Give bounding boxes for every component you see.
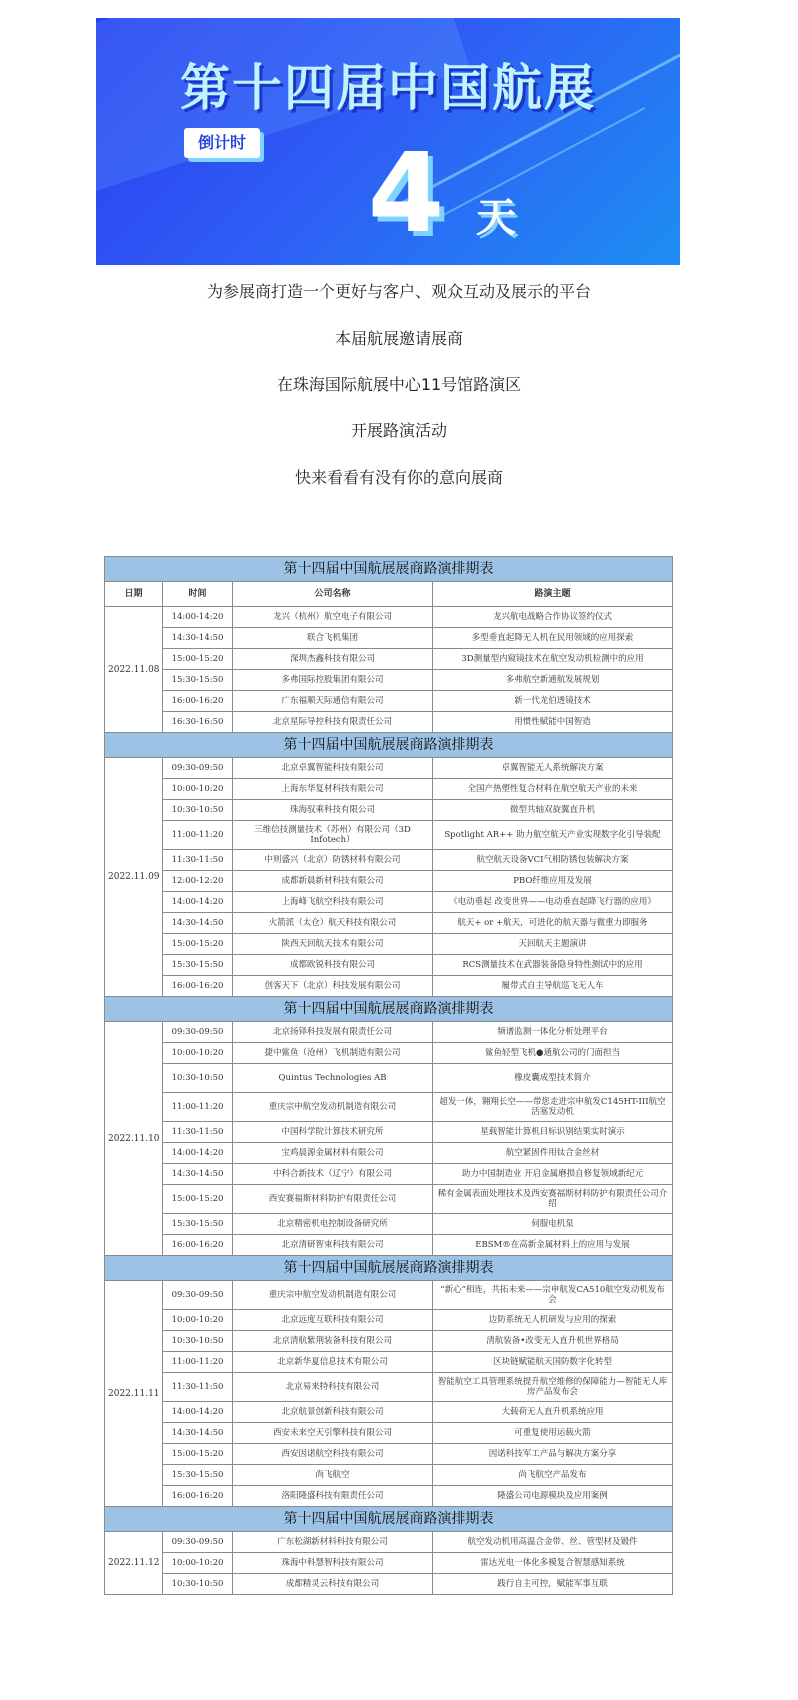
company-cell: 中国科学院计算技术研究所 bbox=[233, 1122, 433, 1143]
intro-line: 开展路演活动 bbox=[350, 421, 447, 440]
topic-cell: RCS测量技术在武器装备隐身特性测试中的应用 bbox=[433, 955, 673, 976]
topic-cell: 伺服电机泵 bbox=[433, 1214, 673, 1235]
company-cell: 三维信技测量技术（苏州）有限公司（3D Infotech） bbox=[233, 821, 433, 850]
table-title: 第十四届中国航展展商路演排期表 bbox=[105, 557, 673, 582]
time-cell: 09:30-09:50 bbox=[163, 1532, 233, 1553]
table-row bbox=[105, 892, 673, 913]
table-row bbox=[105, 871, 673, 892]
company-cell: 火箭派（太仓）航天科技有限公司 bbox=[233, 913, 433, 934]
table-row bbox=[105, 913, 673, 934]
table-title-row bbox=[105, 733, 673, 758]
company-cell: 北京清研智束科技有限公司 bbox=[233, 1235, 433, 1256]
intro-line: 为参展商打造一个更好与客户、观众互动及展示的平台 bbox=[206, 282, 591, 301]
company-cell: 北京卓翼智能科技有限公司 bbox=[233, 758, 433, 779]
date-cell: 2022.11.11 bbox=[105, 1281, 163, 1507]
table-row bbox=[105, 1465, 673, 1486]
topic-cell: 全国产热塑性复合材料在航空航天产业的未来 bbox=[433, 779, 673, 800]
company-cell: 捷中鲨鱼（沧州）飞机制造有限公司 bbox=[233, 1043, 433, 1064]
table-row bbox=[105, 1122, 673, 1143]
topic-cell: “新心”相连，共拓未来——宗申航发CA510航空发动机发布会 bbox=[433, 1281, 673, 1310]
table-row bbox=[105, 821, 673, 850]
topic-cell: 鲨鱼轻型飞机●通航公司的门面担当 bbox=[433, 1043, 673, 1064]
topic-cell: 新一代龙伯透镜技术 bbox=[433, 691, 673, 712]
topic-cell: 频谱监测一体化分析处理平台 bbox=[433, 1022, 673, 1043]
company-cell: 重庆宗申航空发动机制造有限公司 bbox=[233, 1281, 433, 1310]
topic-cell: 可重复使用运载火箭 bbox=[433, 1423, 673, 1444]
topic-cell: 践行自主可控，赋能军事互联 bbox=[433, 1574, 673, 1595]
table-row bbox=[105, 628, 673, 649]
table-row bbox=[105, 1143, 673, 1164]
company-cell: 联合飞机集团 bbox=[233, 628, 433, 649]
time-cell: 14:00-14:20 bbox=[163, 1143, 233, 1164]
topic-cell: 星载智能计算机目标识别结果实时演示 bbox=[433, 1122, 673, 1143]
time-cell: 10:00-10:20 bbox=[163, 1553, 233, 1574]
company-cell: 中则盛兴（北京）防锈材料有限公司 bbox=[233, 850, 433, 871]
company-cell: 北京扬铎科技发展有限责任公司 bbox=[233, 1022, 433, 1043]
topic-cell: 尚飞航空产品发布 bbox=[433, 1465, 673, 1486]
topic-cell: 边防系统无人机研发与应用的探索 bbox=[433, 1310, 673, 1331]
table-row bbox=[105, 670, 673, 691]
table-row bbox=[105, 1022, 673, 1043]
time-cell: 16:30-16:50 bbox=[163, 712, 233, 733]
company-cell: 北京易来特科技有限公司 bbox=[233, 1373, 433, 1402]
table-title: 第十四届中国航展展商路演排期表 bbox=[105, 1256, 673, 1281]
time-cell: 09:30-09:50 bbox=[163, 1022, 233, 1043]
column-header: 公司名称 bbox=[233, 582, 433, 607]
intro-line: 本届航展邀请展商 bbox=[334, 329, 463, 348]
date-cell: 2022.11.10 bbox=[105, 1022, 163, 1256]
table-row bbox=[105, 1574, 673, 1595]
company-cell: Quintus Technologies AB bbox=[233, 1064, 433, 1093]
company-cell: 珠海驭乘科技有限公司 bbox=[233, 800, 433, 821]
company-cell: 创客天下（北京）科技发展有限公司 bbox=[233, 976, 433, 997]
topic-cell: 雷达光电一体化多模复合智慧感知系统 bbox=[433, 1553, 673, 1574]
time-cell: 09:30-09:50 bbox=[163, 758, 233, 779]
time-cell: 10:30-10:50 bbox=[163, 1574, 233, 1595]
table-row bbox=[105, 712, 673, 733]
time-cell: 11:00-11:20 bbox=[163, 1352, 233, 1373]
table-row bbox=[105, 850, 673, 871]
company-cell: 成都精灵云科技有限公司 bbox=[233, 1574, 433, 1595]
table-row bbox=[105, 691, 673, 712]
topic-cell: 3D测量型内窥镜技术在航空发动机检测中的应用 bbox=[433, 649, 673, 670]
company-cell: 北京星际导控科技有限责任公司 bbox=[233, 712, 433, 733]
time-cell: 11:30-11:50 bbox=[163, 1122, 233, 1143]
topic-cell: 区块链赋能航天国防数字化转型 bbox=[433, 1352, 673, 1373]
time-cell: 15:00-15:20 bbox=[163, 1185, 233, 1214]
time-cell: 14:00-14:20 bbox=[163, 892, 233, 913]
countdown-banner bbox=[96, 18, 680, 265]
topic-cell: 航天+ or +航天，可进化的航天器与微重力即服务 bbox=[433, 913, 673, 934]
topic-cell: 航空发动机用高温合金带、丝、管型材及锻件 bbox=[433, 1532, 673, 1553]
time-cell: 15:30-15:50 bbox=[163, 1214, 233, 1235]
table-row bbox=[105, 955, 673, 976]
topic-cell: 航空航天设备VCI气相防锈包装解决方案 bbox=[433, 850, 673, 871]
table-row bbox=[105, 934, 673, 955]
company-cell: 上海东华复材科技有限公司 bbox=[233, 779, 433, 800]
company-cell: 西安赛福斯材料防护有限责任公司 bbox=[233, 1185, 433, 1214]
table-title-row bbox=[105, 997, 673, 1022]
topic-cell: 隆盛公司电源模块及应用案例 bbox=[433, 1486, 673, 1507]
company-cell: 尚飞航空 bbox=[233, 1465, 433, 1486]
table-row bbox=[105, 1423, 673, 1444]
topic-cell: 清航装备•改变无人直升机世界格局 bbox=[433, 1331, 673, 1352]
company-cell: 洛阳隆盛科技有限责任公司 bbox=[233, 1486, 433, 1507]
topic-cell: 龙兴航电战略合作协议签约仪式 bbox=[433, 607, 673, 628]
topic-cell: 卓翼智能无人系统解决方案 bbox=[433, 758, 673, 779]
company-cell: 上海峰飞航空科技有限公司 bbox=[233, 892, 433, 913]
time-cell: 12:00-12:20 bbox=[163, 871, 233, 892]
time-cell: 14:30-14:50 bbox=[163, 628, 233, 649]
time-cell: 14:30-14:50 bbox=[163, 913, 233, 934]
table-row bbox=[105, 779, 673, 800]
time-cell: 10:30-10:50 bbox=[163, 1331, 233, 1352]
table-title: 第十四届中国航展展商路演排期表 bbox=[105, 733, 673, 758]
company-cell: 西安因诺航空科技有限公司 bbox=[233, 1444, 433, 1465]
time-cell: 10:00-10:20 bbox=[163, 1043, 233, 1064]
time-cell: 14:00-14:20 bbox=[163, 1402, 233, 1423]
table-row bbox=[105, 1235, 673, 1256]
time-cell: 15:00-15:20 bbox=[163, 1444, 233, 1465]
company-cell: 深圳杰鑫科技有限公司 bbox=[233, 649, 433, 670]
time-cell: 10:00-10:20 bbox=[163, 1310, 233, 1331]
table-row bbox=[105, 976, 673, 997]
intro-line: 在珠海国际航展中心11号馆路演区 bbox=[276, 375, 522, 394]
topic-cell: 多弗航空新通航发展规划 bbox=[433, 670, 673, 691]
table-title-row bbox=[105, 1507, 673, 1532]
topic-cell: 因诺科技军工产品与解决方案分享 bbox=[433, 1444, 673, 1465]
topic-cell: 多型垂直起降无人机在民用领域的应用探索 bbox=[433, 628, 673, 649]
company-cell: 多弗国际控股集团有限公司 bbox=[233, 670, 433, 691]
table-row bbox=[105, 1164, 673, 1185]
date-cell: 2022.11.09 bbox=[105, 758, 163, 997]
time-cell: 14:30-14:50 bbox=[163, 1164, 233, 1185]
table-row bbox=[105, 649, 673, 670]
time-cell: 15:00-15:20 bbox=[163, 934, 233, 955]
topic-cell: 稀有金属表面处理技术及西安赛福斯材料防护有限责任公司介绍 bbox=[433, 1185, 673, 1214]
company-cell: 广东福顺天际通信有限公司 bbox=[233, 691, 433, 712]
company-cell: 广东松湖新材料科技有限公司 bbox=[233, 1532, 433, 1553]
table-row bbox=[105, 1553, 673, 1574]
time-cell: 15:30-15:50 bbox=[163, 670, 233, 691]
company-cell: 北京新华夏信息技术有限公司 bbox=[233, 1352, 433, 1373]
date-cell: 2022.11.08 bbox=[105, 607, 163, 733]
table-title-row bbox=[105, 557, 673, 582]
table-row bbox=[105, 1444, 673, 1465]
table-row bbox=[105, 1281, 673, 1310]
topic-cell: 履带式自主导航巡飞无人车 bbox=[433, 976, 673, 997]
topic-cell: 超发一体，翱翔长空——带您走进宗申航发C145HT-III航空活塞发动机 bbox=[433, 1093, 673, 1122]
table-title: 第十四届中国航展展商路演排期表 bbox=[105, 1507, 673, 1532]
table-row bbox=[105, 1093, 673, 1122]
time-cell: 10:00-10:20 bbox=[163, 779, 233, 800]
time-cell: 09:30-09:50 bbox=[163, 1281, 233, 1310]
company-cell: 宝鸡晨源金属材料有限公司 bbox=[233, 1143, 433, 1164]
time-cell: 16:00-16:20 bbox=[163, 691, 233, 712]
company-cell: 重庆宗申航空发动机制造有限公司 bbox=[233, 1093, 433, 1122]
company-cell: 陕西天回航天技术有限公司 bbox=[233, 934, 433, 955]
table-row bbox=[105, 1331, 673, 1352]
table-row bbox=[105, 1043, 673, 1064]
time-cell: 16:00-16:20 bbox=[163, 1235, 233, 1256]
topic-cell: 航空紧固件用钛合金丝材 bbox=[433, 1143, 673, 1164]
company-cell: 北京精密机电控制设备研究所 bbox=[233, 1214, 433, 1235]
topic-cell: PBO纤维应用及发展 bbox=[433, 871, 673, 892]
time-cell: 10:30-10:50 bbox=[163, 1064, 233, 1093]
topic-cell: Spotlight AR++ 助力航空航天产业实现数字化引导装配 bbox=[433, 821, 673, 850]
topic-cell: 用惯性赋能中国智造 bbox=[433, 712, 673, 733]
time-cell: 15:00-15:20 bbox=[163, 649, 233, 670]
topic-cell: EBSM®在高新金属材料上的应用与发展 bbox=[433, 1235, 673, 1256]
topic-cell: 助力中国制造业 开启金属磨损自修复领域新纪元 bbox=[433, 1164, 673, 1185]
column-header: 时间 bbox=[163, 582, 233, 607]
company-cell: 龙兴（杭州）航空电子有限公司 bbox=[233, 607, 433, 628]
time-cell: 11:30-11:50 bbox=[163, 1373, 233, 1402]
time-cell: 16:00-16:20 bbox=[163, 1486, 233, 1507]
time-cell: 15:30-15:50 bbox=[163, 955, 233, 976]
table-row bbox=[105, 1310, 673, 1331]
table-header-row bbox=[105, 582, 673, 607]
column-header: 路演主题 bbox=[433, 582, 673, 607]
time-cell: 14:30-14:50 bbox=[163, 1423, 233, 1444]
table-row bbox=[105, 1185, 673, 1214]
company-cell: 成都欧锐科技有限公司 bbox=[233, 955, 433, 976]
time-cell: 10:30-10:50 bbox=[163, 800, 233, 821]
company-cell: 西安未来空天引擎科技有限公司 bbox=[233, 1423, 433, 1444]
table-row bbox=[105, 607, 673, 628]
topic-cell: 《电动垂起 改变世界——电动垂直起降飞行器的应用》 bbox=[433, 892, 673, 913]
table-row bbox=[105, 1064, 673, 1093]
table-row bbox=[105, 1532, 673, 1553]
company-cell: 北京远度互联科技有限公司 bbox=[233, 1310, 433, 1331]
countdown-unit: 天 bbox=[476, 195, 516, 241]
countdown-number: 4 bbox=[367, 129, 445, 257]
table-title-row bbox=[105, 1256, 673, 1281]
topic-cell: 天回航天主题演讲 bbox=[433, 934, 673, 955]
time-cell: 14:00-14:20 bbox=[163, 607, 233, 628]
table-title: 第十四届中国航展展商路演排期表 bbox=[105, 997, 673, 1022]
intro-line: 快来看看有没有你的意向展商 bbox=[294, 468, 503, 487]
table-row bbox=[105, 758, 673, 779]
company-cell: 北京清航紫荆装备科技有限公司 bbox=[233, 1331, 433, 1352]
table-row bbox=[105, 1352, 673, 1373]
company-cell: 成都新晨新材科技有限公司 bbox=[233, 871, 433, 892]
topic-cell: 智能航空工具管理系统提升航空维修的保障能力—智能无人库房产品发布会 bbox=[433, 1373, 673, 1402]
table-row bbox=[105, 1486, 673, 1507]
date-cell: 2022.11.12 bbox=[105, 1532, 163, 1595]
company-cell: 北京航景创新科技有限公司 bbox=[233, 1402, 433, 1423]
time-cell: 11:00-11:20 bbox=[163, 821, 233, 850]
roadshow-schedule-table bbox=[104, 556, 673, 1595]
column-header: 日期 bbox=[105, 582, 163, 607]
time-cell: 11:30-11:50 bbox=[163, 850, 233, 871]
time-cell: 16:00-16:20 bbox=[163, 976, 233, 997]
countdown-badge: 倒计时 bbox=[184, 128, 260, 158]
time-cell: 11:00-11:20 bbox=[163, 1093, 233, 1122]
topic-cell: 微型共轴双旋翼直升机 bbox=[433, 800, 673, 821]
time-cell: 15:30-15:50 bbox=[163, 1465, 233, 1486]
table-row bbox=[105, 1373, 673, 1402]
topic-cell: 橡皮囊成型技术简介 bbox=[433, 1064, 673, 1093]
topic-cell: 大载荷无人直升机系统应用 bbox=[433, 1402, 673, 1423]
table-row bbox=[105, 1402, 673, 1423]
banner-title: 第十四届中国航展 bbox=[180, 59, 596, 117]
table-row bbox=[105, 1214, 673, 1235]
company-cell: 珠海中科慧智科技有限公司 bbox=[233, 1553, 433, 1574]
table-row bbox=[105, 800, 673, 821]
company-cell: 中科合新技术（辽宁）有限公司 bbox=[233, 1164, 433, 1185]
